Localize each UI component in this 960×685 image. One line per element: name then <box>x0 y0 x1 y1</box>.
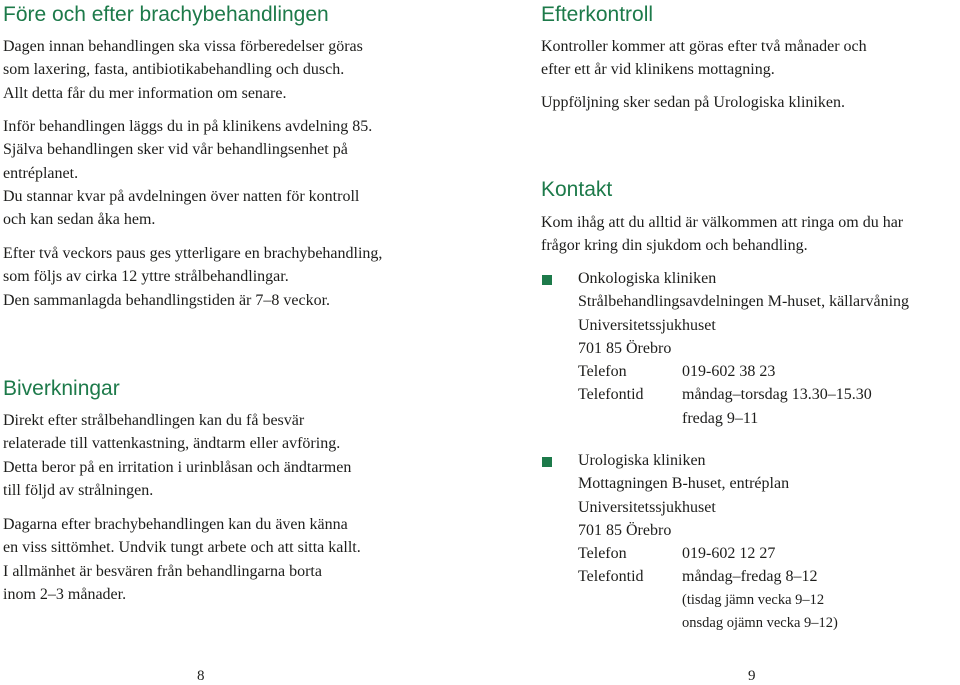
heading-contact: Kontakt <box>541 178 613 201</box>
phone-hours: måndag–fredag 8–12 <box>682 568 818 586</box>
address-line: Strålbehandlingsavdelningen M-huset, källarvåning <box>578 293 910 311</box>
text-line: entréplanet. <box>3 164 79 182</box>
text-line: som följs av cirka 12 yttre strålbehandlingar. <box>3 268 289 286</box>
text-line: frågor kring din sjukdom och behandling. <box>541 237 808 255</box>
text-line: som laxering, fasta, antibiotikabehandling och dusch. <box>3 61 345 79</box>
address-line: Mottagningen B-huset, entréplan <box>578 475 790 493</box>
text-line: Du stannar kvar på avdelningen över natten för kontroll <box>3 187 360 205</box>
clinic-name: Onkologiska kliniken <box>578 270 717 287</box>
phone-hours-extra: fredag 9–11 <box>682 409 759 427</box>
text-line: inom 2–3 månader. <box>3 585 127 603</box>
address-line: Universitetssjukhuset <box>578 498 716 516</box>
phone-number: 019-602 12 27 <box>682 545 776 563</box>
address-line: 701 85 Örebro <box>578 521 672 539</box>
address-line: Universitetssjukhuset <box>578 316 716 334</box>
phone-hours-row <box>578 383 960 406</box>
page-number-right: 9 <box>748 668 756 684</box>
paragraph-soreness <box>3 513 361 606</box>
text-line: Kom ihåg att du alltid är välkommen att ringa om du har <box>541 214 904 231</box>
address-line: 701 85 Örebro <box>578 339 672 357</box>
text-line: och kan sedan åka hem. <box>3 211 156 229</box>
text-line: relaterade till vattenkastning, ändtarm eller avföring. <box>3 435 341 453</box>
paragraph-admission <box>3 115 372 231</box>
phone-hours-label: Telefontid <box>578 386 644 404</box>
text-line: Kontroller kommer att göras efter två månader och <box>541 38 867 55</box>
phone-hours-label: Telefontid <box>578 568 644 586</box>
heading-followup: Efterkontroll <box>541 3 654 26</box>
phone-label: Telefon <box>578 363 627 381</box>
heading-side-effects: Biverkningar <box>3 377 120 400</box>
text-line: Dagen innan behandlingen ska vissa förberedelser göras <box>3 38 363 55</box>
text-line: Dagarna efter brachybehandlingen kan du även känna <box>3 516 348 533</box>
phone-row <box>578 360 960 383</box>
text-line: Direkt efter strålbehandlingen kan du få besvär <box>3 412 305 429</box>
paragraph-side-effects <box>3 409 351 502</box>
text-line: en viss sittömhet. Undvik tungt arbete och att sitta kallt. <box>3 539 361 557</box>
text-line: efter ett år vid klinikens mottagning. <box>541 61 775 79</box>
paragraph-duration <box>3 242 382 312</box>
text-line: Allt detta får du mer information om senare. <box>3 84 287 102</box>
text-line: Uppföljning sker sedan på Urologiska kliniken. <box>541 94 845 111</box>
text-line: Inför behandlingen läggs du in på klinikens avdelning 85. <box>3 118 373 135</box>
contact-address <box>578 449 960 635</box>
heading-before-after: Före och efter brachybehandlingen <box>3 3 329 26</box>
contact-oncology <box>541 267 960 430</box>
contact-address <box>578 267 960 430</box>
paragraph-urology <box>541 91 845 114</box>
phone-hours-extra: (tisdag jämn vecka 9–12 <box>682 591 825 608</box>
text-line: Den sammanlagda behandlingstiden är 7–8 veckor. <box>3 291 331 309</box>
paragraph-followup <box>541 35 867 82</box>
phone-row <box>578 542 960 565</box>
text-line: Efter två veckors paus ges ytterligare en brachybehandling, <box>3 245 383 262</box>
phone-number: 019-602 38 23 <box>682 363 776 381</box>
text-line: Själva behandlingen sker vid vår behandlingsenhet på <box>3 141 348 159</box>
phone-hours: måndag–torsdag 13.30–15.30 <box>682 386 872 404</box>
clinic-name: Urologiska kliniken <box>578 452 706 469</box>
paragraph-preparation <box>3 35 363 105</box>
text-line: I allmänhet är besvären från behandlingarna borta <box>3 562 322 580</box>
square-bullet-icon <box>542 275 552 285</box>
text-line: till följd av strålningen. <box>3 481 154 499</box>
page-number-left: 8 <box>197 668 205 684</box>
phone-hours-row <box>578 565 960 588</box>
contact-urology <box>541 449 960 635</box>
phone-label: Telefon <box>578 545 627 563</box>
paragraph-contact-intro <box>541 211 903 258</box>
phone-hours-extra: onsdag ojämn vecka 9–12) <box>682 615 838 632</box>
square-bullet-icon <box>542 457 552 467</box>
text-line: Detta beror på en irritation i urinblåsan och ändtarmen <box>3 458 352 476</box>
